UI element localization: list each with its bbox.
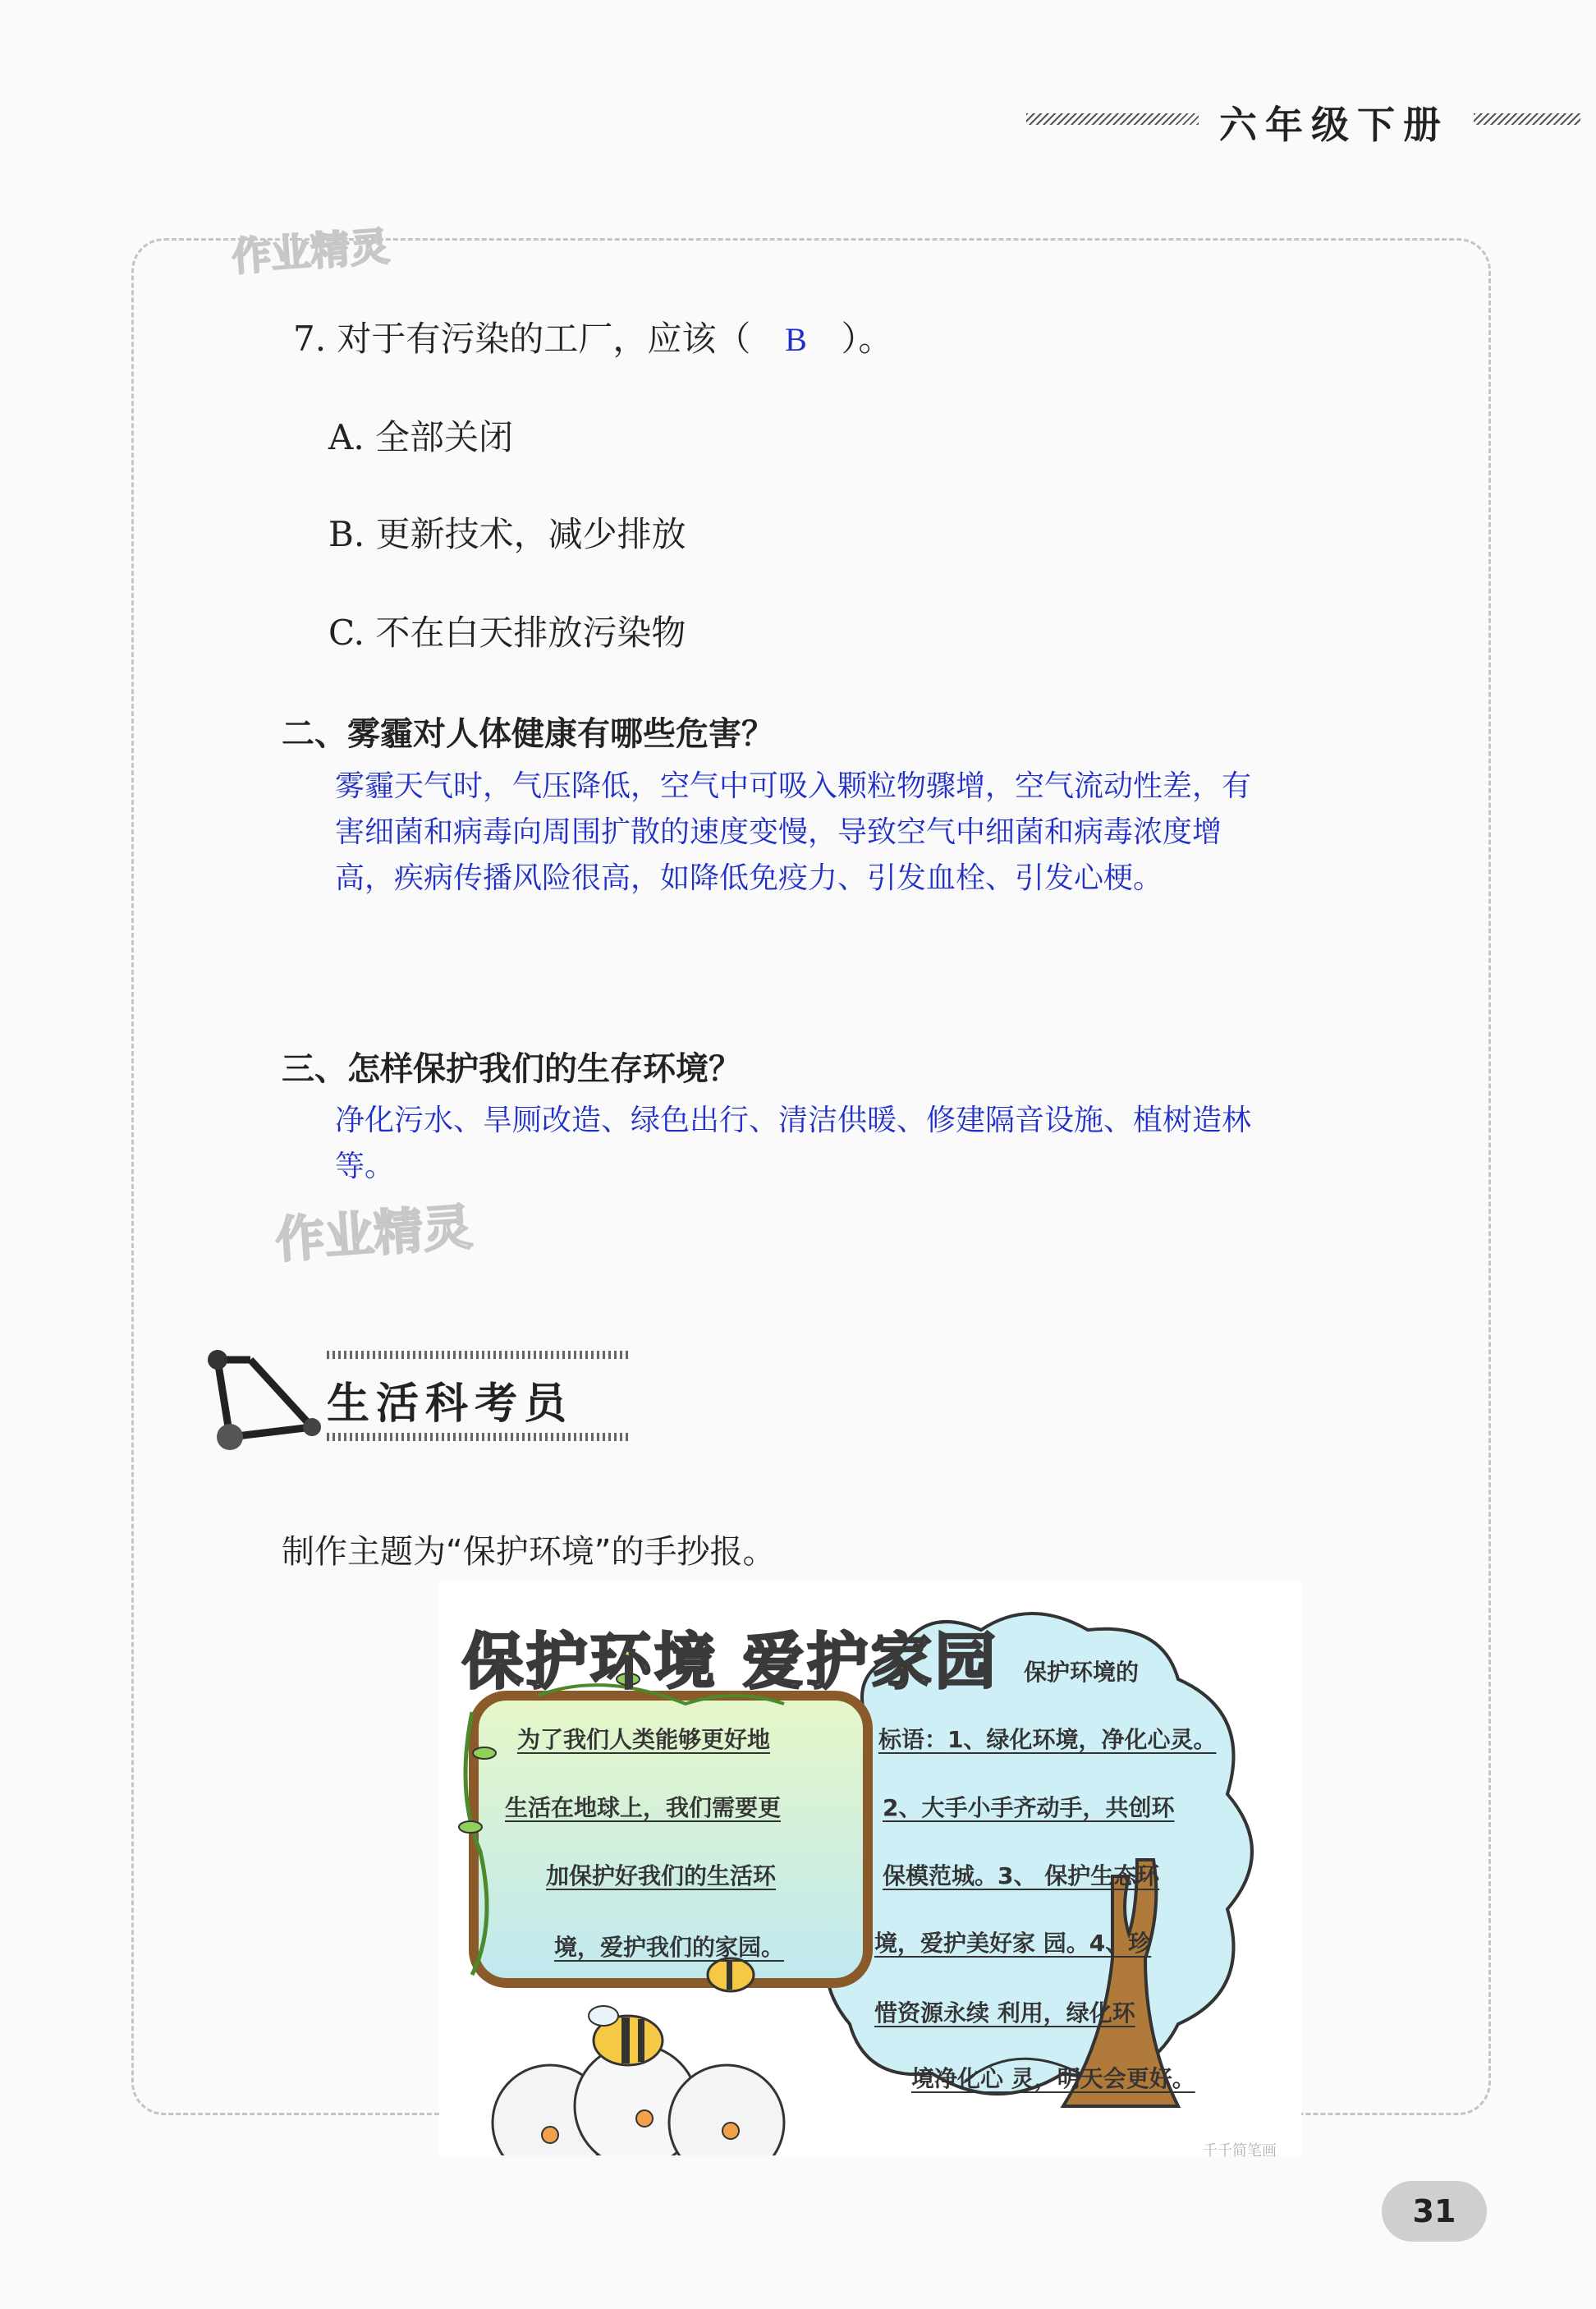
lab-title [327, 1351, 631, 1449]
grade-label: 六年级下册 [1219, 103, 1449, 147]
page-header [1026, 92, 1585, 149]
watermark: 作业精灵 [273, 1198, 475, 1270]
option-b: B. 更新技术，减少排放 [328, 514, 686, 554]
title-decoration [327, 1351, 631, 1359]
poster-right-line: 境，爱护美好家 园。4、珍 [874, 1930, 1152, 1957]
poster-right-line: 保模范城。3、 保护生态环 [883, 1862, 1160, 1889]
poster-left-line: 为了我们人类能够更好地 [517, 1726, 771, 1753]
section-2-heading: 二、雾霾对人体健康有哪些危害？ [282, 715, 774, 753]
poster-cloud-label: 保护环境的 [1024, 1659, 1140, 1686]
task-text: 制作主题为“保护环境”的手抄报。 [282, 1533, 776, 1571]
option-a: A. 全部关闭 [328, 417, 514, 457]
question-stem-end: ）。 [841, 319, 893, 359]
poster-right-line: 2、大手小手齐动手，共创环 [883, 1794, 1175, 1821]
molecule-icon [201, 1345, 324, 1452]
poster-title: 保护环境 爱护家园 [462, 1627, 999, 1697]
page-number: 31 [1382, 2181, 1487, 2242]
poster-right-line: 境净化心 灵，明天会更好。 [911, 2065, 1195, 2092]
poster-watermark: 千千简笔画 [1203, 2142, 1277, 2160]
header-decoration-right [1474, 113, 1580, 125]
title-decoration [327, 1433, 631, 1441]
poster-right-line: 标语：1、绿化环境，净化心灵。 [878, 1726, 1217, 1753]
question-answer: B [785, 321, 807, 358]
poster-left-line: 加保护好我们的生活环 [546, 1862, 777, 1889]
lab-title-text: 生活科考员 [327, 1379, 574, 1429]
option-c: C. 不在白天排放污染物 [328, 613, 686, 653]
header-decoration-left [1026, 113, 1199, 125]
question-7 [293, 312, 892, 361]
poster-right-line: 惜资源永续 利用，绿化环 [874, 1999, 1135, 2027]
watermark: 作业精灵 [230, 223, 392, 281]
poster-left-line: 生活在地球上，我们需要更 [505, 1794, 782, 1821]
section-3-answer: 净化污水、旱厕改造、绿色出行、清洁供暖、修建隔音设施、植树造林等。 [335, 1104, 1252, 1183]
poster-left-line: 境，爱护我们的家园。 [554, 1934, 785, 1961]
question-stem: 7. 对于有污染的工厂，应该（ [293, 319, 751, 359]
handwritten-poster [439, 1581, 1301, 2160]
section-2-answer: 雾霾天气时，气压降低，空气中可吸入颗粒物骤增，空气流动性差，有害细菌和病毒向周围扩散的速度变慢，导致空气中细菌和病毒浓度增高，疾病传播风险很高，如降低免疫力、引发血栓、引发心梗。 [335, 769, 1252, 895]
section-3-heading: 三、怎样保护我们的生存环境？ [282, 1050, 741, 1088]
